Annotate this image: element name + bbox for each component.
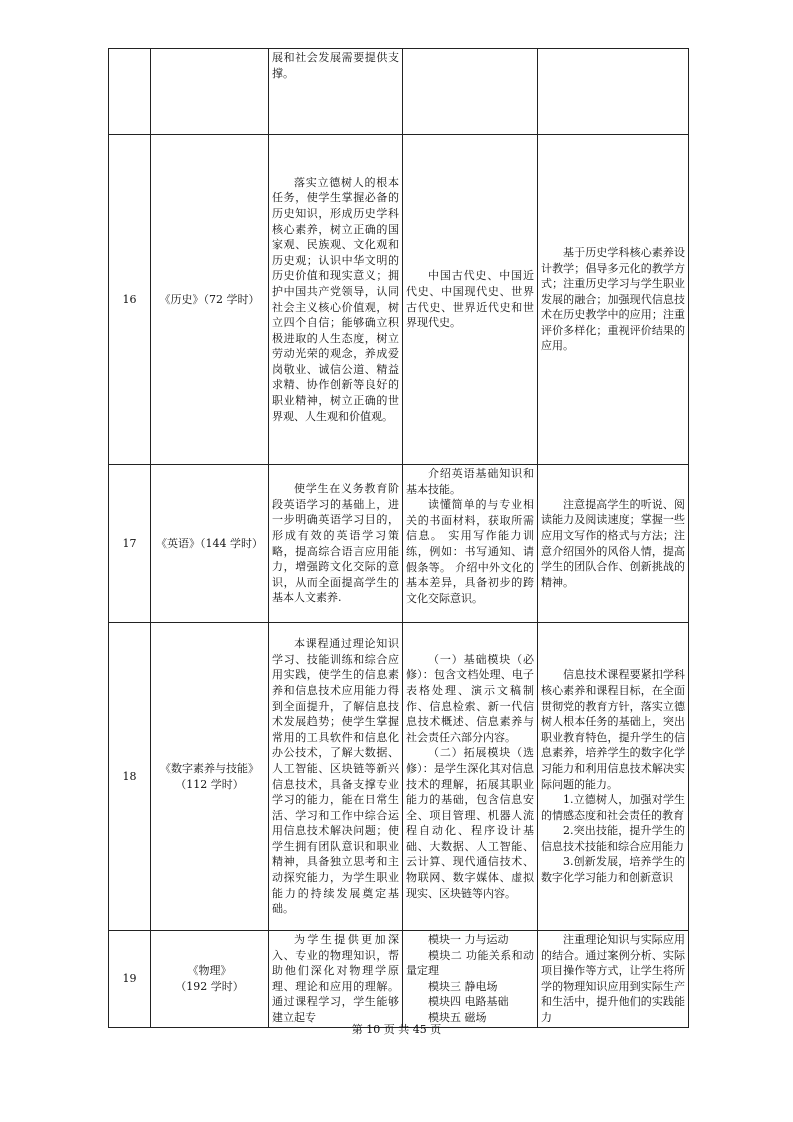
cell-requirements: 基于历史学科核心素养设计教学；倡导多元化的教学方式；注重历史学习与学生职业发展的融合；加强现代信息技术在历史教学中的应用；注重评价多样化；重视评价结果的应用。 <box>538 135 689 465</box>
cell-course-name: 《物理》 （192 学时） <box>151 931 269 1028</box>
page-number: 第 10 页 共 45 页 <box>351 1023 442 1036</box>
table-row-digital-literacy <box>109 623 689 931</box>
cell-num: 19 <box>109 931 151 1028</box>
cell-objective: 为学生提供更加深入、专业的物理知识，帮助他们深化对物理学原理、理论和应用的理解。通过课程学习，学生能够建立起专 <box>269 931 403 1028</box>
cell-content: 模块一 力与运动 模块二 功能关系和动量定理 模块三 静电场 模块四 电路基础 模块五 磁场 <box>403 931 538 1028</box>
cell-name <box>151 49 269 135</box>
cell-objective: 本课程通过理论知识学习、技能训练和综合应用实践，使学生的信息素养和信息技术应用能力得到全面提升，了解信息技术发展趋势；使学生掌握常用的工具软件和信息化办公技术，了解大数据、人工智能、区块链等新兴信息技术，具备支撑专业学习的能力，能在日常生活、学习和工作中综合运用信息技术解决问题；使学生拥有团队意识和职业精神，具备独立思考和主动探究能力，为学生职业能力的持续发展奠定基础。 <box>269 623 403 931</box>
cell-content: 介绍英语基础知识和基本技能。 读懂简单的与专业相关的书面材料，获取所需信息。 实用写作能力训练，例如：书写通知、请假条等。 介绍中外文化的基本差异，具备初步的跨文化交际意识。 <box>403 465 538 623</box>
cell-requirements: 注意提高学生的听说、阅读能力及阅读速度；掌握一些应用文写作的格式与方法；注意介绍国外的风俗人情，提高学生的团队合作、创新挑战的精神。 <box>538 465 689 623</box>
cell-objective: 落实立德树人的根本任务，使学生掌握必备的历史知识，形成历史学科核心素养，树立正确的国家观、民族观、文化观和历史观；认识中华文明的历史价值和现实意义；拥护中国共产党领导，认同社会主义核心价值观，树立四个自信；能够确立积极进取的人生态度，树立劳动光荣的观念，养成爱岗敬业、诚信公道、精益求精、协作创新等良好的职业精神，树立正确的世界观、人生观和价值观。 <box>269 135 403 465</box>
table-row-history <box>109 135 689 465</box>
table-row-english <box>109 465 689 623</box>
cell-objective: 使学生在义务教育阶段英语学习的基础上，进一步明确英语学习目的，形成有效的英语学习策略，提高综合语言应用能力，增强跨文化交际的意识，从而全面提高学生的基本人文素养. <box>269 465 403 623</box>
table-row-continued <box>109 49 689 135</box>
course-table <box>108 48 689 1028</box>
cell-requirements: 注重理论知识与实际应用的结合。通过案例分析、实际项目操作等方式，让学生将所学的物理知识应用到实际生产和生活中，提升他们的实践能力 <box>538 931 689 1028</box>
cell-num: 16 <box>109 135 151 465</box>
cell-content <box>403 49 538 135</box>
cell-course-name: 《英语》（144 学时） <box>151 465 269 623</box>
cell-course-name: 《历史》（72 学时） <box>151 135 269 465</box>
cell-num <box>109 49 151 135</box>
table-row-physics <box>109 931 689 1028</box>
cell-requirements: 信息技术课程要紧扣学科核心素养和课程目标，在全面贯彻党的教育方针，落实立德树人根本任务的基础上，突出职业教育特色，提升学生的信息素养，培养学生的数字化学习能力和利用信息技术解决实际问题的能力。 1.立德树人，加强对学生的情感态度和社会责任的教育 2.突出技能，提升学生的信息技术技能和综合应用能力 3.创新发展，培养学生的数字化学习能力和创新意识 <box>538 623 689 931</box>
cell-objective: 展和社会发展需要提供支撑。 <box>269 49 403 135</box>
cell-num: 17 <box>109 465 151 623</box>
cell-content: （一）基础模块（必修）：包含文档处理、电子表格处理、演示文稿制作、信息检索、新一代信息技术概述、信息素养与社会责任六部分内容。 （二）拓展模块（选修）：是学生深化其对信息技术的理解，拓展其职业能力的基础，包含信息安全、项目管理、机器人流程自动化、程序设计基础、大数据、人工智能、云计算、现代通信技术、物联网、数字媒体、虚拟现实、区块链等内容。 <box>403 623 538 931</box>
cell-num: 18 <box>109 623 151 931</box>
cell-content: 中国古代史、中国近代史、中国现代史、世界古代史、世界近代史和世界现代史。 <box>403 135 538 465</box>
cell-course-name: 《数字素养与技能》 （112 学时） <box>151 623 269 931</box>
cell-requirements <box>538 49 689 135</box>
